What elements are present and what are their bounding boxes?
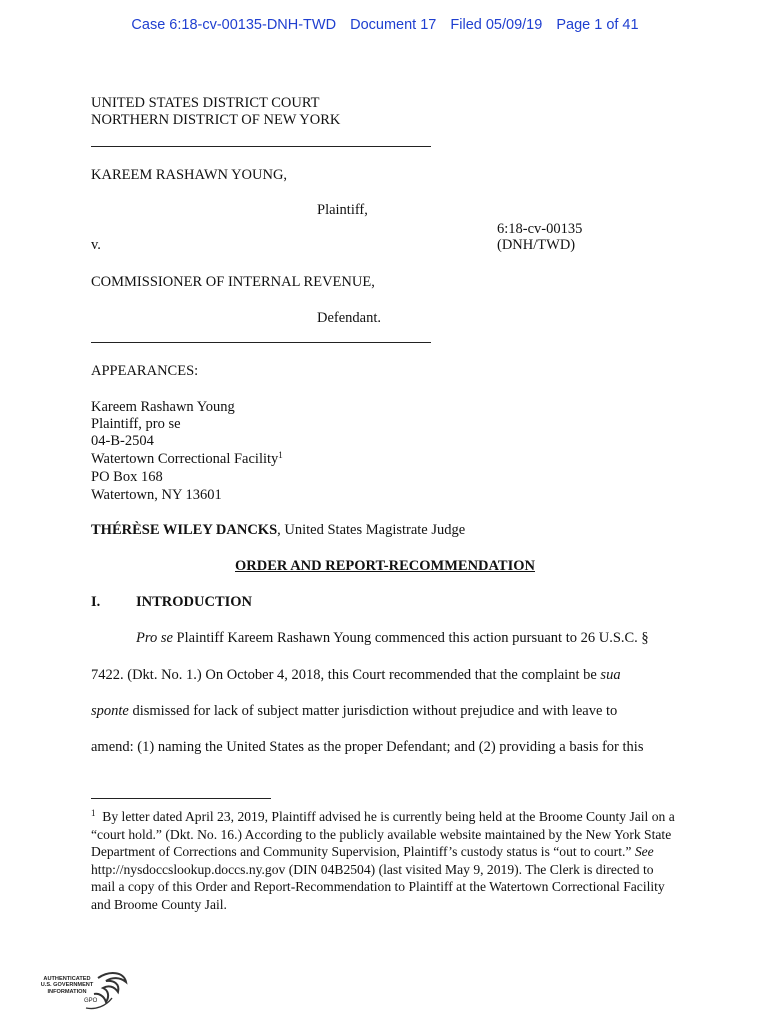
judge-name: THÉRÈSE WILEY DANCKS: [91, 522, 278, 538]
judge-line: [91, 522, 465, 539]
case-header: [0, 17, 770, 33]
footnote-mark: 1: [91, 808, 96, 818]
defendant-name: COMMISSIONER OF INTERNAL REVENUE,: [91, 274, 375, 290]
case-number-line2: (DNH/TWD): [497, 237, 576, 253]
case-number-line1: 6:18-cv-00135: [497, 221, 583, 237]
section-title: INTRODUCTION: [136, 594, 253, 610]
gpo-label: GPO: [84, 998, 98, 1004]
court-district: NORTHERN DISTRICT OF NEW YORK: [91, 112, 341, 128]
logo-line-1: AUTHENTICATED: [43, 976, 91, 982]
appearance-line: 04-B-2504: [91, 433, 154, 449]
body-line-1-text: Plaintiff Kareem Rashawn Young commenced this action pursuant to 26 U.S.C. §: [172, 630, 649, 646]
logo-line-3: INFORMATION: [47, 988, 87, 995]
appearance-line: Watertown, NY 13601: [91, 487, 222, 503]
section-number: I.: [91, 594, 101, 610]
facility-name: Watertown Correctional Facility: [91, 451, 279, 467]
court-name: UNITED STATES DISTRICT COURT: [91, 95, 320, 111]
judge-title: , United States Magistrate Judge: [277, 522, 466, 538]
appearance-line: [91, 451, 283, 468]
footnote-text-a: By letter dated April 23, 2019, Plaintiff advised he is currently being held at the Broome County Jail on a “court hold.” (Dkt. No. 16.) According to the publicly available website maintained by the New York State Department of Corrections and Community Supervision, Plaintiff’s custody status is “out to court.”: [91, 809, 675, 860]
plaintiff-name: KAREEM RASHAWN YOUNG,: [91, 167, 288, 183]
document-number: Document 17: [350, 17, 437, 33]
defendant-role: Defendant.: [317, 310, 382, 326]
body-line-4: amend: (1) naming the United States as the proper Defendant; and (2) providing a basis for this: [91, 739, 644, 755]
pro-se-italic: Pro se: [136, 630, 173, 646]
plaintiff-role: Plaintiff,: [317, 202, 368, 218]
sua-italic: sua: [600, 667, 621, 683]
body-line-3: [91, 703, 617, 720]
gpo-logo-text: [36, 976, 98, 995]
body-line-2-text: 7422. (Dkt. No. 1.) On October 4, 2018, this Court recommended that the complaint be: [91, 667, 601, 683]
gpo-authentication-logo: [36, 968, 136, 1014]
footnote: [91, 808, 681, 914]
appearance-line: PO Box 168: [91, 469, 163, 485]
logo-line-2: U.S. GOVERNMENT: [40, 982, 94, 989]
filed-date: Filed 05/09/19: [450, 17, 543, 33]
case-number-header: Case 6:18-cv-00135-DNH-TWD: [131, 17, 337, 33]
footnote-see: See: [634, 844, 654, 860]
body-line-2: [91, 667, 621, 684]
sponte-italic: sponte: [91, 703, 129, 719]
caption-rule-top: [91, 146, 431, 147]
footnote-rule: [91, 798, 271, 799]
order-title: ORDER AND REPORT-RECOMMENDATION: [235, 558, 535, 574]
footnote-reference: 1: [278, 450, 283, 460]
versus: v.: [91, 237, 101, 253]
body-line-3-text: dismissed for lack of subject matter jurisdiction without prejudice and with leave to: [128, 703, 618, 719]
footnote-text-b: http://nysdoccslookup.doccs.ny.gov (DIN 04B2504) (last visited May 9, 2019). The Clerk is directed to mail a copy of this Order and Report-Recommendation to Plaintiff at the Watertown Correctional Facility and Broome County Jail.: [91, 861, 665, 912]
appearances-heading: APPEARANCES:: [91, 363, 199, 379]
appearance-line: Kareem Rashawn Young: [91, 399, 235, 415]
body-line-1: [136, 630, 649, 647]
caption-rule-bottom: [91, 342, 431, 343]
appearance-line: Plaintiff, pro se: [91, 416, 181, 432]
page-number: Page 1 of 41: [556, 17, 639, 33]
